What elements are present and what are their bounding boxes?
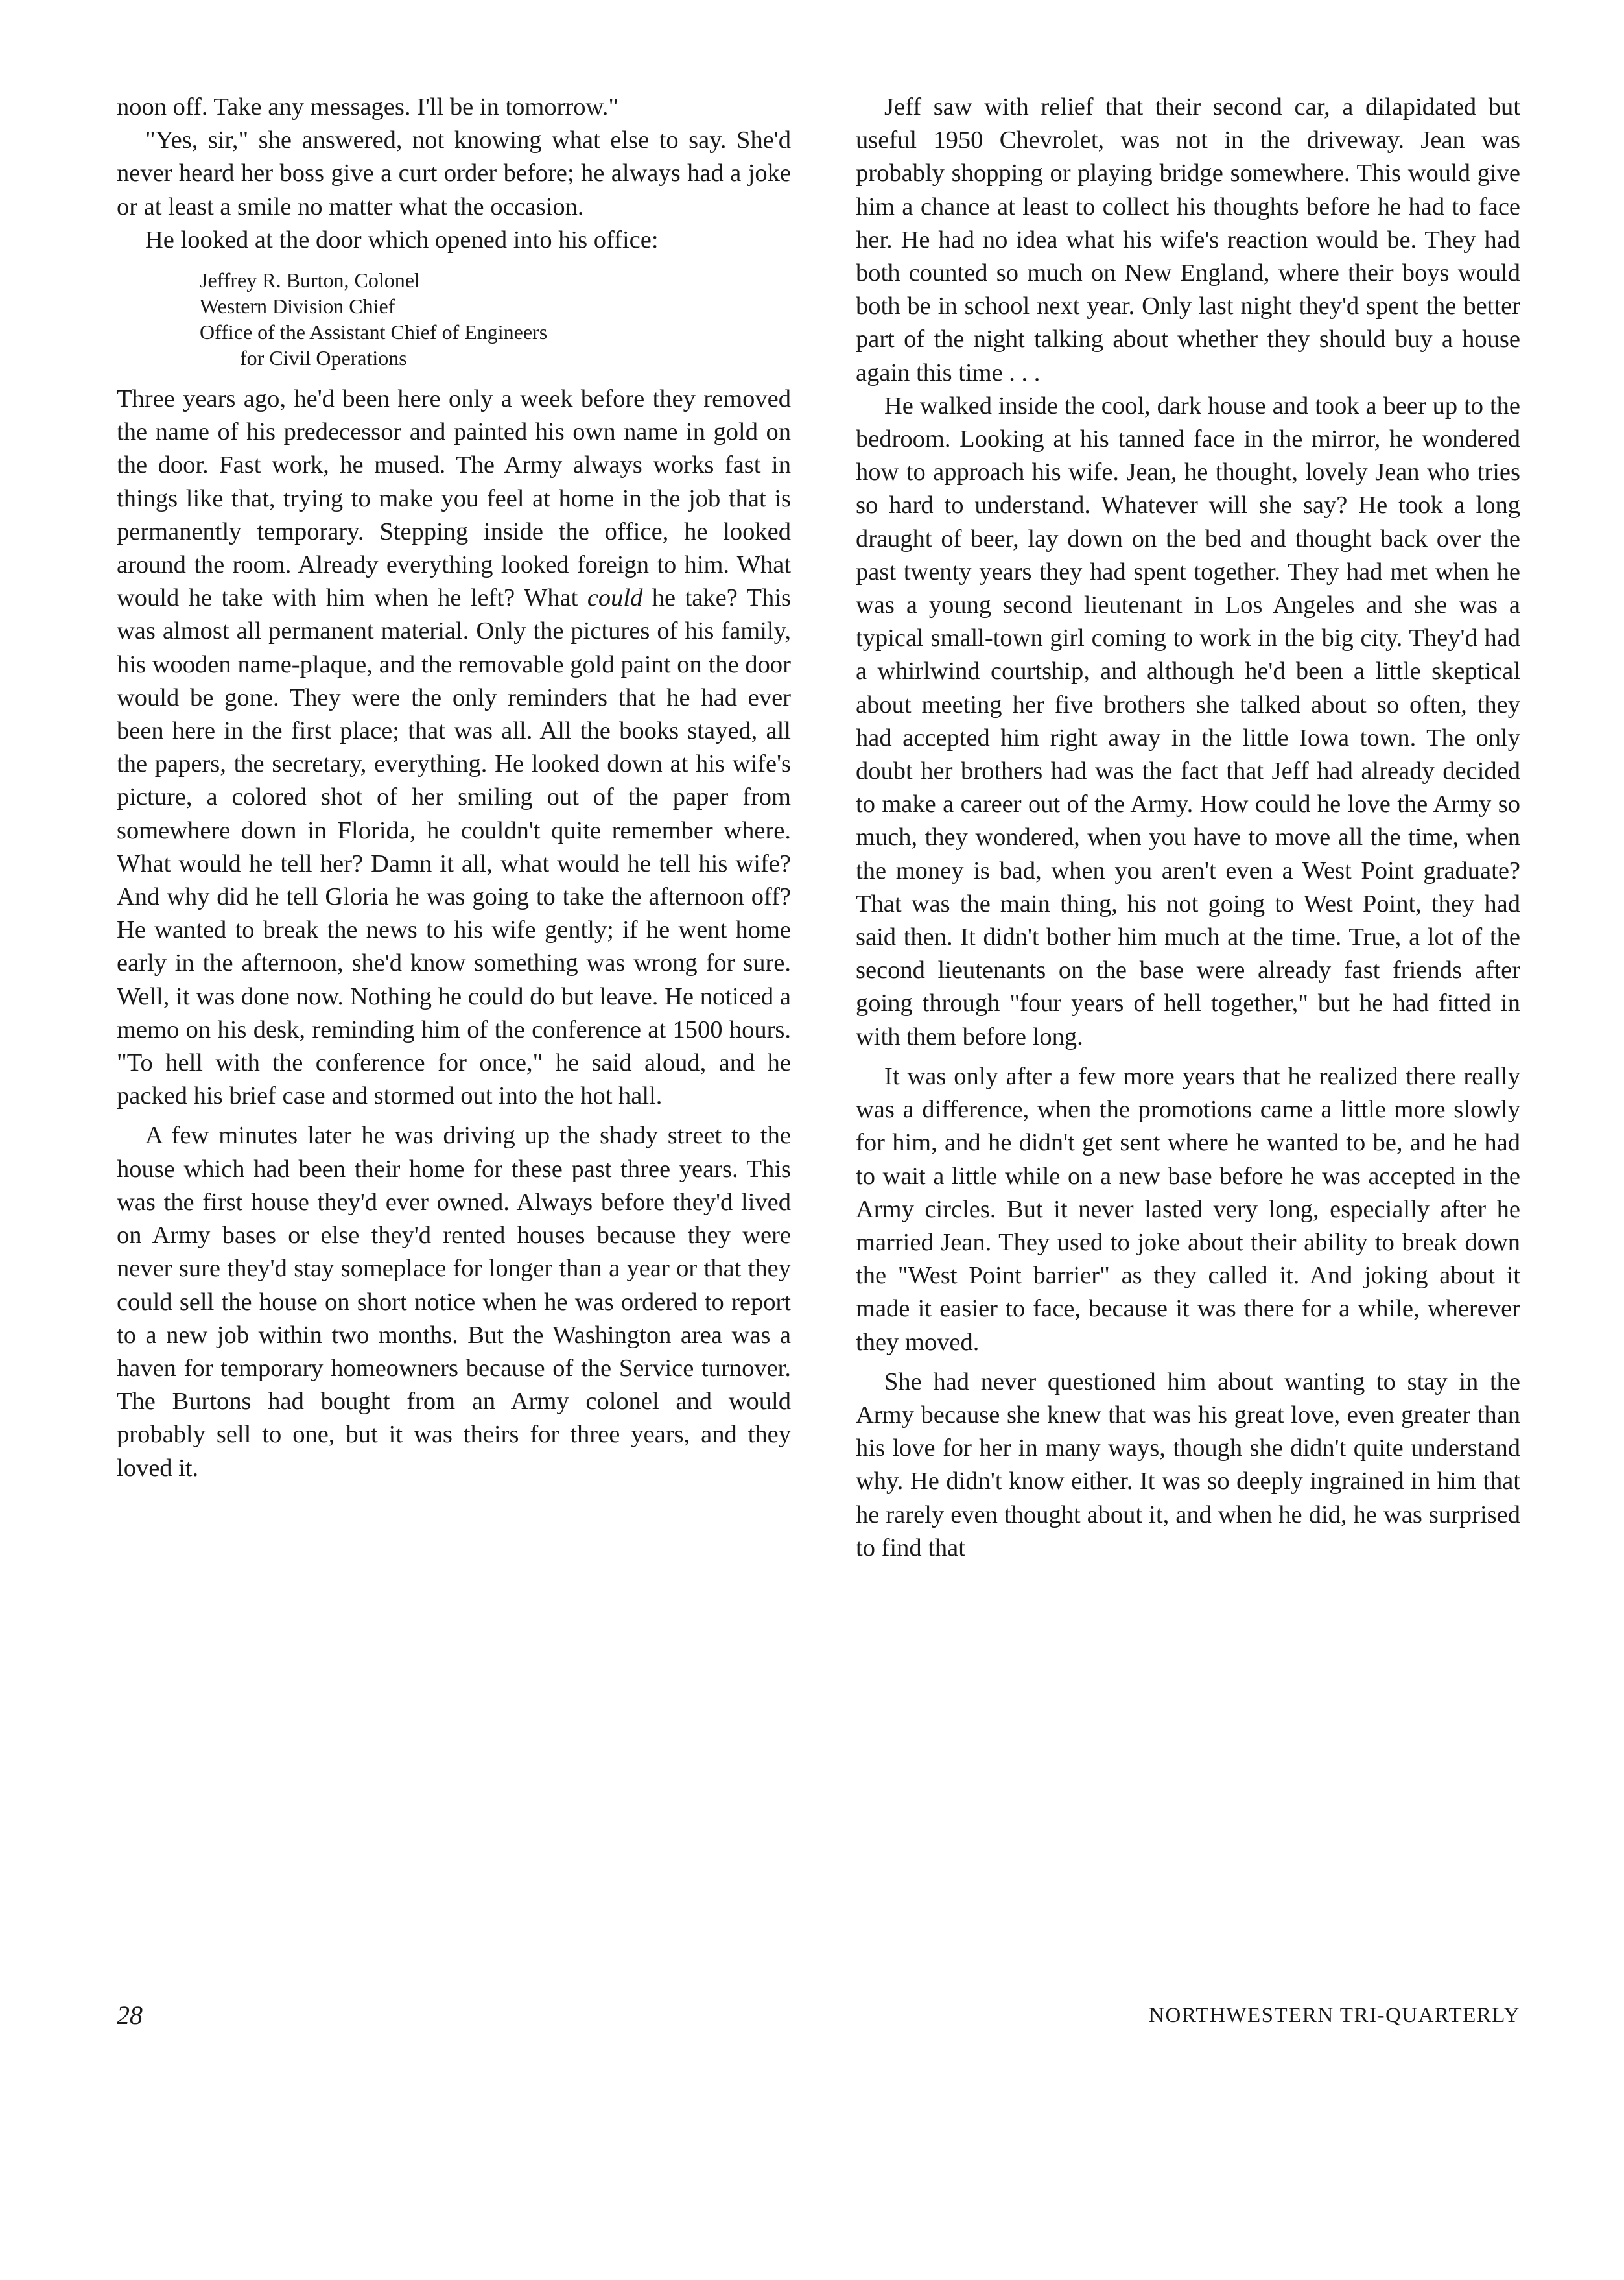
- paragraph: Jeff saw with relief that their second car, a dilapidated but useful 1950 Chevrolet, was not in the driveway. Jean was probably shopping or playing bridge somewhere. This would give him a chance at least to collect his thoughts before he had to face her. He had no idea what his wife's reaction would be. They had both counted so much on New England, where their boys would both be in school next year. Only last night they'd spent the better part of the night talking about whether they should buy a house again this time . . .: [856, 93, 1520, 386]
- office-letterhead: [200, 267, 791, 371]
- text-run: Three years ago, he'd been here only a week before they removed the name of his predecessor and painted his own name in gold on the door. Fast work, he mused. The Army always works fast in things like that, trying to make you feel at home in the job that is permanently temporary. Stepping inside the office, he looked around the room. Already everything looked foreign to him. What would he take with him when he left? What: [117, 385, 791, 612]
- page-number: 28: [117, 2001, 143, 2030]
- journal-title: NORTHWESTERN TRI-QUARTERLY: [1149, 2004, 1520, 2027]
- paragraph: She had never questioned him about wanting to stay in the Army because she knew that was his great love, even greater than his love for her in many ways, though she didn't quite understand why. He didn't know either. It was so deeply ingrained in him that he rarely even thought about it, and when he did, he was surprised to find that: [856, 1368, 1520, 1562]
- italic-word: could: [587, 584, 643, 612]
- right-column: [856, 91, 1520, 1565]
- paragraph: [117, 383, 791, 1113]
- paragraph: He looked at the door which opened into his office:: [145, 226, 659, 254]
- text-run: he take? This was almost all permanent material. Only the pictures of his family, his wooden name-plaque, and the removable gold paint on the door would be gone. They were the only reminders that he had ever been here in the first place; that was all. All the books stayed, all the papers, the secretary, everything. He looked down at his wife's picture, a colored shot of her smiling out of the paper from somewhere down in Florida, he couldn't quite remember where. What would he tell her? Damn it all, what would he tell his wife? And why did he tell Gloria he was going to take the afternoon off? He wanted to break the news to his wife gently; if he went home early in the afternoon, she'd know something was wrong for sure. Well, it was done now. Nothing he could do but leave. He noticed a memo on his desk, reminding him of the conference at 1500 hours. "To hell with the conference for once," he said aloud, and he packed his brief case and stormed out into the hot hall.: [117, 584, 791, 1110]
- left-column: [117, 91, 791, 1485]
- letterhead-line: for Civil Operations: [240, 346, 407, 370]
- letterhead-line: Office of the Assistant Chief of Engineers: [200, 320, 548, 344]
- paragraph: "Yes, sir," she answered, not knowing what else to say. She'd never heard her boss give a curt order before; he always had a joke or at least a smile no matter what the occasion.: [117, 126, 791, 220]
- paragraph: A few minutes later he was driving up the shady street to the house which had been their home for these past three years. This was the first house they'd ever owned. Always before they'd lived on Army bases or else they'd rented houses because they were never sure they'd stay someplace for longer than a year or that they could sell the house on short notice when he was ordered to report to a new job within two months. But the Washington area was a haven for temporary homeowners because of the Service turnover. The Burtons had bought from an Army colonel and would probably sell to one, but it was theirs for three years, and they loved it.: [117, 1122, 791, 1482]
- paragraph: He walked inside the cool, dark house and took a beer up to the bedroom. Looking at his tanned face in the mirror, he wondered how to approach his wife. Jean, he thought, lovely Jean who tries so hard to understand. Whatever will she say? He took a long draught of beer, lay down on the bed and thought back over the past twenty years they had spent together. They had met when he was a young second lieutenant in Los Angeles and she was a typical small-town girl coming to work in the big city. They'd had a whirlwind courtship, and although he'd been a little skeptical about meeting her five brothers she talked about so often, they had accepted him right away in the little Iowa town. The only doubt her brothers had was the fact that Jeff had already decided to make a career out of the Army. How could he love the Army so much, they wondered, when you have to move all the time, when the money is bad, when you aren't even a West Point graduate? That was the main thing, his not going to West Point, they had said then. It didn't bother him much at the time. True, a lot of the second lieutenants on the base were already fast friends after going through "four years of hell together," but he had fitted in with them before long.: [856, 392, 1520, 1051]
- paragraph: It was only after a few more years that he realized there really was a difference, when the promotions came a little more slowly for him, and he didn't get sent where he wanted to be, and he had to wait a little while on a new base before he was accepted in the Army circles. But it never lasted very long, especially after he married Jean. They used to joke about their ability to break down the "West Point barrier" as they called it. And joking about it made it easier to face, because it was there for a while, wherever they moved.: [856, 1062, 1520, 1356]
- letterhead-line: Western Division Chief: [200, 294, 395, 318]
- letterhead-line: Jeffrey R. Burton, Colonel: [200, 268, 420, 292]
- paragraph: noon off. Take any messages. I'll be in tomorrow.": [117, 93, 619, 121]
